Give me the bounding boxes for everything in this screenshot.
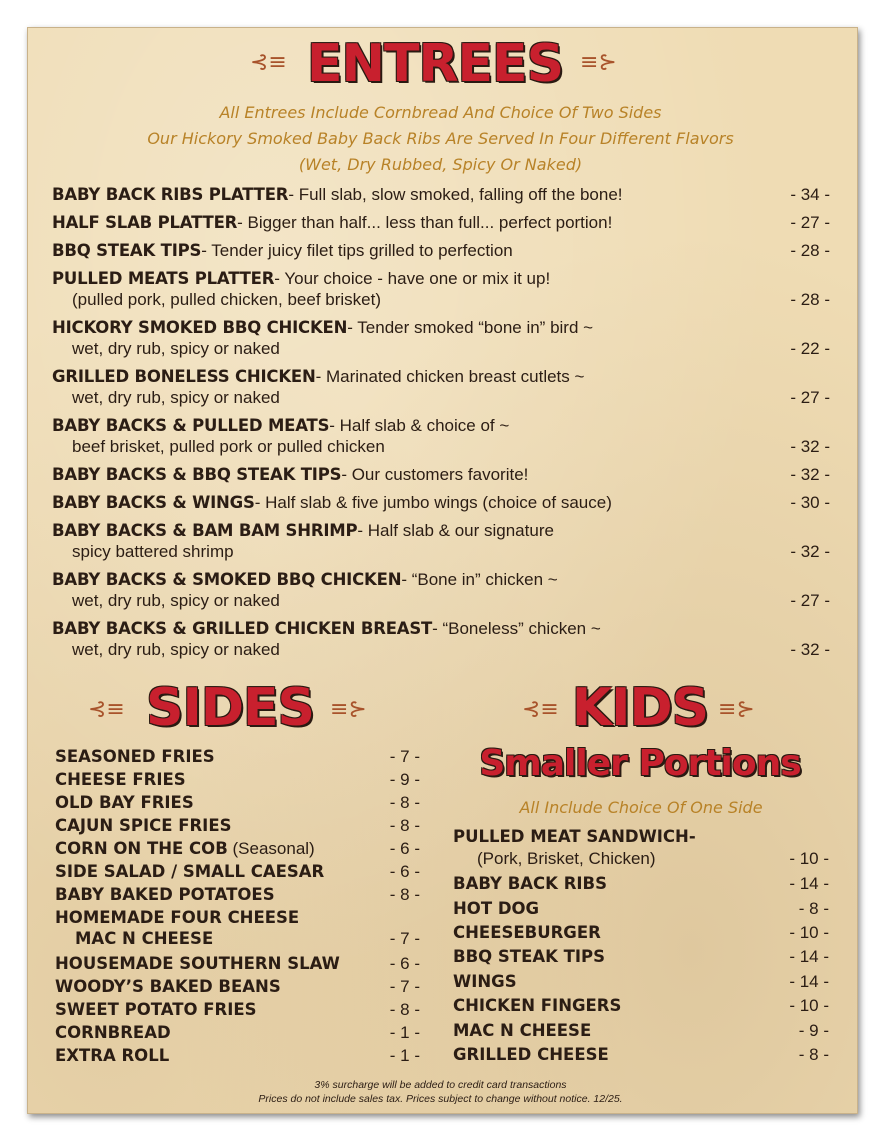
footer-surcharge: 3% surcharge will be added to credit card transactions xyxy=(314,1079,567,1091)
entree-description: - Half slab & choice of ~ xyxy=(329,416,510,435)
entree-name: BABY BACKS & GRILLED CHICKEN BREAST xyxy=(52,619,433,638)
entree-name: BABY BACKS & SMOKED BBQ CHICKEN xyxy=(52,570,402,589)
entree-price: - 28 - xyxy=(790,290,830,309)
entree-name: BABY BACKS & WINGS xyxy=(52,493,255,512)
ornament-right-icon: ≡⊱ xyxy=(580,50,617,75)
entree-name: BABY BACK RIBS PLATTER xyxy=(52,185,289,204)
entree-item xyxy=(52,415,830,457)
side-line xyxy=(55,769,420,790)
side-name: CAJUN SPICE FRIES xyxy=(55,816,232,835)
kids-item-name: BABY BACK RIBS xyxy=(453,874,608,893)
entree-item xyxy=(52,618,830,660)
entree-item xyxy=(52,366,830,408)
side-price: - 6 - xyxy=(389,862,420,881)
entree-price: - 32 - xyxy=(790,465,830,484)
side-name: SEASONED FRIES xyxy=(55,747,215,766)
side-name: HOUSEMADE SOUTHERN SLAW xyxy=(55,954,340,973)
side-line xyxy=(55,792,420,813)
side-line xyxy=(55,953,420,974)
side-name-continued: MAC N CHEESE xyxy=(75,929,214,948)
kids-note: All Include Choice Of One Side xyxy=(519,798,763,817)
side-item xyxy=(55,792,420,813)
side-price: - 8 - xyxy=(389,816,420,835)
entree-item xyxy=(52,569,830,611)
side-line xyxy=(55,861,420,882)
footer-disclaimer: Prices do not include sales tax. Prices subject to change without notice. 12/25. xyxy=(258,1093,623,1105)
entree-price: - 32 - xyxy=(790,437,830,456)
entree-name: HALF SLAB PLATTER xyxy=(52,213,238,232)
side-price: - 7 - xyxy=(389,977,420,996)
entree-line xyxy=(52,268,830,289)
side-name: SIDE SALAD / SMALL CAESAR xyxy=(55,862,325,881)
side-line xyxy=(55,976,420,997)
side-line xyxy=(55,884,420,905)
entree-item xyxy=(52,317,830,359)
kids-item-name: CHEESEBURGER xyxy=(453,923,601,942)
entree-description-continued: wet, dry rub, spicy or naked xyxy=(72,388,280,407)
entree-line xyxy=(52,415,830,436)
kids-item-price: - 14 - xyxy=(789,972,829,991)
side-price: - 8 - xyxy=(389,885,420,904)
side-line xyxy=(55,907,420,928)
entree-price: - 30 - xyxy=(790,493,830,512)
entree-line xyxy=(52,366,830,387)
kids-item-name: CHICKEN FINGERS xyxy=(453,996,622,1015)
entree-name: BABY BACKS & BBQ STEAK TIPS xyxy=(52,465,342,484)
entree-line xyxy=(52,212,830,233)
side-item xyxy=(55,907,420,949)
entree-description: - Half slab & five jumbo wings (choice of sauce) xyxy=(254,493,612,512)
side-item xyxy=(55,838,420,859)
entree-description-continued: beef brisket, pulled pork or pulled chicken xyxy=(72,437,385,456)
kids-item xyxy=(453,873,829,895)
kids-item xyxy=(453,826,829,870)
kids-item-price: - 10 - xyxy=(789,849,829,868)
entree-description-continued: spicy battered shrimp xyxy=(72,542,234,561)
entree-item xyxy=(52,520,830,562)
kids-item xyxy=(453,898,829,920)
entree-line xyxy=(52,317,830,338)
side-price: - 9 - xyxy=(389,770,420,789)
side-note: (Seasonal) xyxy=(227,839,315,858)
kids-item-price: - 14 - xyxy=(789,947,829,966)
kids-item-price: - 8 - xyxy=(798,1045,829,1064)
kids-item-price: - 9 - xyxy=(798,1021,829,1040)
side-item xyxy=(55,1045,420,1066)
entree-item xyxy=(52,212,830,233)
side-item xyxy=(55,746,420,767)
entree-description: - Full slab, slow smoked, falling off the bone! xyxy=(288,185,623,204)
side-line xyxy=(55,999,420,1020)
side-price: - 1 - xyxy=(389,1046,420,1065)
ornament-left-icon: ⊰≡ xyxy=(88,697,125,722)
entree-price: - 22 - xyxy=(790,339,830,358)
entree-description-continued: (pulled pork, pulled chicken, beef brisket) xyxy=(72,290,381,309)
entree-name: BABY BACKS & PULLED MEATS xyxy=(52,416,330,435)
kids-item-name: BBQ STEAK TIPS xyxy=(453,947,606,966)
entree-name: GRILLED BONELESS CHICKEN xyxy=(52,367,316,386)
entree-item xyxy=(52,268,830,310)
side-item xyxy=(55,861,420,882)
entree-description-continued: wet, dry rub, spicy or naked xyxy=(72,640,280,659)
entree-item xyxy=(52,184,830,205)
entree-description: - Our customers favorite! xyxy=(341,465,529,484)
entree-item xyxy=(52,240,830,261)
ornament-left-icon: ⊰≡ xyxy=(522,697,559,722)
entree-price: - 28 - xyxy=(790,241,830,260)
side-name: CHEESE FRIES xyxy=(55,770,186,789)
entree-line xyxy=(52,492,830,513)
side-line xyxy=(55,815,420,836)
kids-item xyxy=(453,1020,829,1042)
kids-item-name: GRILLED CHEESE xyxy=(453,1045,609,1064)
side-price: - 1 - xyxy=(389,1023,420,1042)
side-name: CORNBREAD xyxy=(55,1023,171,1042)
ornament-right-icon: ≡⊱ xyxy=(718,697,755,722)
kids-item-name: PULLED MEAT SANDWICH- xyxy=(453,827,696,846)
side-item xyxy=(55,1022,420,1043)
side-name: BABY BAKED POTATOES xyxy=(55,885,275,904)
entrees-subtitle-3: (Wet, Dry Rubbed, Spicy Or Naked) xyxy=(298,155,583,174)
entree-description: - Marinated chicken breast cutlets ~ xyxy=(315,367,585,386)
side-name: WOODY’S BAKED BEANS xyxy=(55,977,281,996)
side-name: HOMEMADE FOUR CHEESE xyxy=(55,908,300,927)
kids-item xyxy=(453,995,829,1017)
side-price: - 8 - xyxy=(389,793,420,812)
side-name: EXTRA ROLL xyxy=(55,1046,170,1065)
kids-item-price: - 8 - xyxy=(798,899,829,918)
entrees-title: ENTREES xyxy=(306,34,564,94)
side-name: OLD BAY FRIES xyxy=(55,793,194,812)
kids-item-name: HOT DOG xyxy=(453,899,540,918)
side-item xyxy=(55,976,420,997)
entree-name: BBQ STEAK TIPS xyxy=(52,241,202,260)
side-price: - 7 - xyxy=(389,929,420,948)
entree-line xyxy=(52,618,830,639)
entree-price: - 27 - xyxy=(790,388,830,407)
side-name: SWEET POTATO FRIES xyxy=(55,1000,257,1019)
kids-item-name: WINGS xyxy=(453,972,517,991)
entree-description: - “Boneless” chicken ~ xyxy=(432,619,601,638)
entree-name: PULLED MEATS PLATTER xyxy=(52,269,275,288)
ornament-left-icon: ⊰≡ xyxy=(250,50,287,75)
entree-description: - Bigger than half... less than full... perfect portion! xyxy=(237,213,613,232)
entree-description-continued: wet, dry rub, spicy or naked xyxy=(72,339,280,358)
kids-subtitle: Smaller Portions xyxy=(479,743,801,784)
entree-description: - Half slab & our signature xyxy=(357,521,554,540)
side-price: - 8 - xyxy=(389,1000,420,1019)
entree-name: BABY BACKS & BAM BAM SHRIMP xyxy=(52,521,358,540)
side-item xyxy=(55,884,420,905)
sides-title: SIDES xyxy=(146,678,314,738)
entree-price: - 32 - xyxy=(790,542,830,561)
kids-item-price: - 14 - xyxy=(789,874,829,893)
kids-item-price: - 10 - xyxy=(789,996,829,1015)
entree-line xyxy=(52,520,830,541)
side-item xyxy=(55,815,420,836)
side-price: - 6 - xyxy=(389,954,420,973)
side-line xyxy=(55,838,420,859)
entree-item xyxy=(52,464,830,485)
entree-line xyxy=(52,464,830,485)
entree-description: - Tender smoked “bone in” bird ~ xyxy=(347,318,594,337)
entree-description-continued: wet, dry rub, spicy or naked xyxy=(72,591,280,610)
side-item xyxy=(55,769,420,790)
kids-item xyxy=(453,1044,829,1066)
entree-item xyxy=(52,492,830,513)
side-line xyxy=(55,1022,420,1043)
entree-price: - 27 - xyxy=(790,591,830,610)
entree-price: - 34 - xyxy=(790,185,830,204)
kids-item-name: MAC N CHEESE xyxy=(453,1021,592,1040)
entree-description: - “Bone in” chicken ~ xyxy=(401,570,558,589)
kids-item xyxy=(453,971,829,993)
entree-line xyxy=(52,240,830,261)
entree-description: - Your choice - have one or mix it up! xyxy=(274,269,551,288)
entree-name: HICKORY SMOKED BBQ CHICKEN xyxy=(52,318,348,337)
kids-item xyxy=(453,946,829,968)
side-line xyxy=(55,1045,420,1066)
ornament-right-icon: ≡⊱ xyxy=(330,697,367,722)
kids-title: KIDS xyxy=(571,678,709,738)
entree-price: - 32 - xyxy=(790,640,830,659)
entree-line xyxy=(52,569,830,590)
kids-item-detail: (Pork, Brisket, Chicken) xyxy=(477,849,656,868)
side-price: - 7 - xyxy=(389,747,420,766)
side-price: - 6 - xyxy=(389,839,420,858)
entree-line xyxy=(52,184,830,205)
entrees-subtitle-1: All Entrees Include Cornbread And Choice Of Two Sides xyxy=(219,103,662,122)
kids-item xyxy=(453,922,829,944)
kids-item-price: - 10 - xyxy=(789,923,829,942)
side-item xyxy=(55,999,420,1020)
entrees-subtitle-2: Our Hickory Smoked Baby Back Ribs Are Served In Four Different Flavors xyxy=(147,129,734,148)
side-line xyxy=(55,746,420,767)
side-item xyxy=(55,953,420,974)
entree-price: - 27 - xyxy=(790,213,830,232)
entree-description: - Tender juicy filet tips grilled to perfection xyxy=(201,241,513,260)
side-name: CORN ON THE COB xyxy=(55,839,228,858)
